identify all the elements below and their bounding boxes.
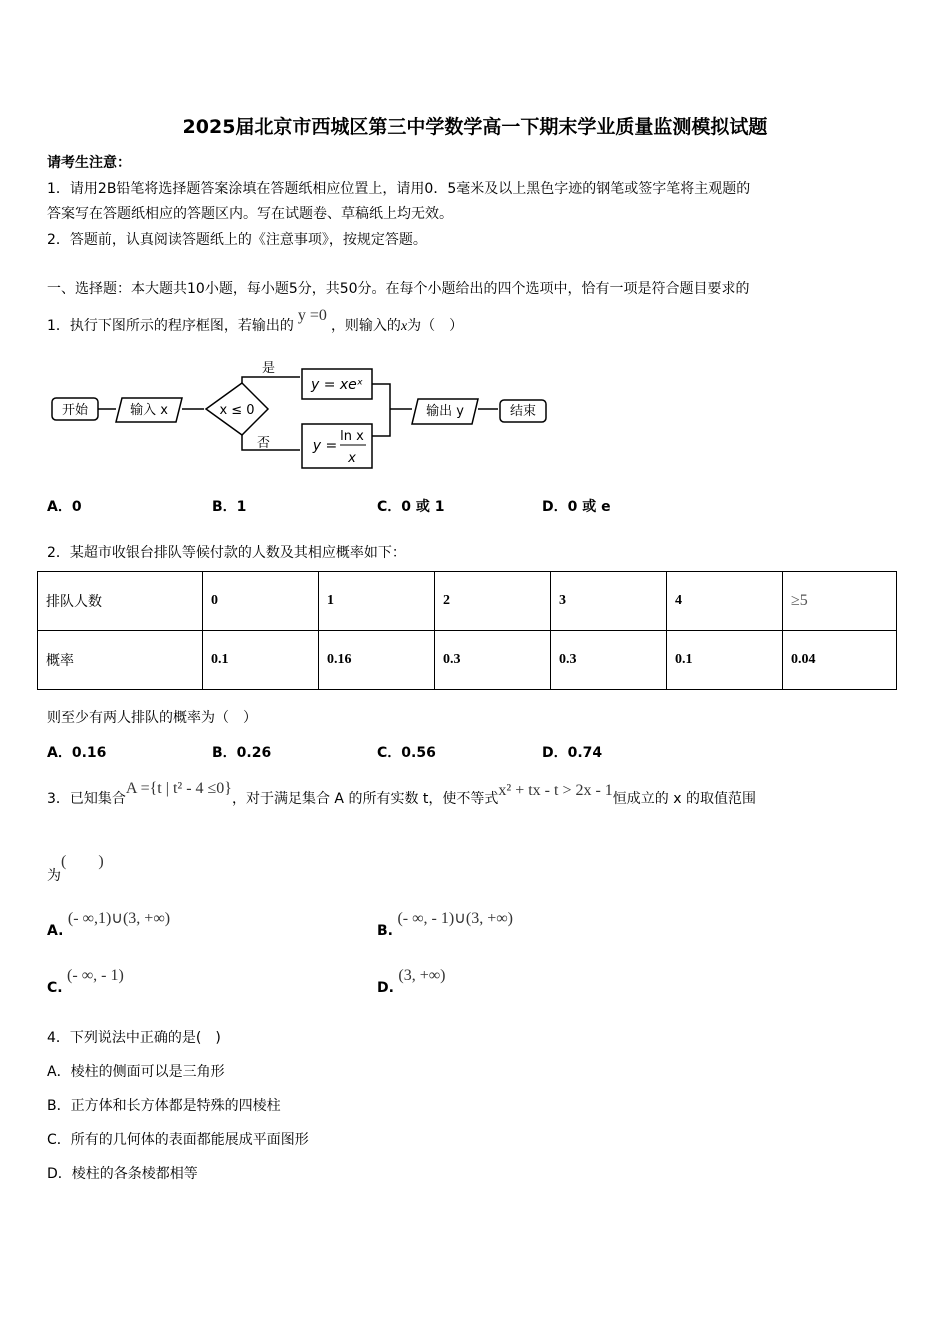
option-value: (- ∞,1)∪(3, +∞) [67,910,171,927]
q3-option-c[interactable] [47,967,124,996]
table-cell: 4 [667,572,783,631]
flow-no-formula-lhs: y = [312,438,338,454]
q1-suffix2: 为（ ） [407,318,464,334]
q3-option-d[interactable] [377,967,446,996]
question-3-stem [47,780,756,808]
q3-prefix: 3．已知集合 [47,791,126,807]
q1-option-d[interactable]: D．0 或 e [542,499,611,515]
q1-condition: y =0 [297,307,327,324]
table-cell: 3 [551,572,667,631]
q4-option-d[interactable]: D．棱柱的各条棱都相等 [47,1166,198,1182]
table-row [38,631,897,690]
q4-option-c[interactable]: C．所有的几何体的表面都能展成平面图形 [47,1132,309,1148]
q2-option-d[interactable]: D．0.74 [542,745,603,761]
table-cell: 0.1 [203,631,319,690]
flow-start: 开始 [61,403,89,418]
q3-suffix: 恒成立的 x 的取值范围 [612,791,756,807]
flow-no-formula-den: x [348,451,356,466]
notice-heading: 请考生注意： [47,155,131,171]
notice-line: 1．请用2B铅笔将选择题答案涂填在答题纸相应位置上，请用0．5毫米及以上黑色字迹的钢笔或签字笔将主观题的 [47,181,751,197]
flow-yes-label: 是 [262,361,276,376]
table-cell: 0 [203,572,319,631]
table-cell: 概率 [38,631,203,690]
notice-line: 答案写在答题纸相应的答题区内。写在试题卷、草稿纸上均无效。 [47,206,453,222]
option-value: (- ∞, - 1) [67,967,124,984]
question-4-stem: 4．下列说法中正确的是( ) [47,1030,221,1046]
option-label: A. [47,923,64,939]
notice-line: 2．答题前，认真阅读答题纸上的《注意事项》，按规定答题。 [47,232,427,248]
flow-output: 输出 y [426,404,464,419]
q3-option-a[interactable] [47,908,171,939]
option-value: (- ∞, - 1)∪(3, +∞) [397,910,513,927]
q3-mid: ，对于满足集合 A 的所有实数 t，使不等式 [231,791,499,807]
flow-end: 结束 [509,404,537,419]
table-cell: 0.3 [551,631,667,690]
flow-decision: x ≤ 0 [219,403,255,418]
q1-option-c[interactable]: C．0 或 1 [377,499,445,515]
table-cell: 0.04 [783,631,897,690]
q3-paren: ( ) [61,853,104,870]
q1-var: x [400,319,408,334]
question-1-stem [47,307,464,335]
q3-set: A ={t | t² - 4 ≤0} [125,780,232,797]
table-cell: 0.3 [435,631,551,690]
table-cell: 2 [435,572,551,631]
q1-option-a[interactable]: A．0 [47,499,82,515]
q2-option-c[interactable]: C．0.56 [377,745,436,761]
flow-yes-formula: y = xeˣ [310,377,364,393]
option-label: C. [47,980,63,996]
q3-line2 [47,853,104,885]
page-title: 2025届北京市西城区第三中学数学高一下期末学业质量监测模拟试题 [182,116,768,138]
question-2-stem: 2．某超市收银台排队等候付款的人数及其相应概率如下： [47,545,406,561]
option-value: (3, +∞) [398,967,446,984]
table-cell: 1 [319,572,435,631]
section-heading: 一、选择题：本大题共10小题，每小题5分，共50分。在每个小题给出的四个选项中，恰有一项是符合题目要求的 [47,281,750,297]
q3-option-b[interactable] [377,908,513,939]
q2-question: 则至少有两人排队的概率为（ ） [47,710,257,726]
q4-option-b[interactable]: B．正方体和长方体都是特殊的四棱柱 [47,1098,281,1114]
q2-option-a[interactable]: A．0.16 [47,745,107,761]
table-cell: 0.16 [319,631,435,690]
flow-no-formula-num: ln x [340,429,364,444]
flow-input: 输入 x [130,403,168,418]
q1-prefix: 1．执行下图所示的程序框图，若输出的 [47,318,294,334]
q2-option-b[interactable]: B．0.26 [212,745,272,761]
option-label: D. [377,980,394,996]
flow-no-label: 否 [257,436,271,451]
table-row [38,572,897,631]
table-cell: 排队人数 [38,572,203,631]
table-cell: ≥5 [783,572,897,631]
q3-line2-text: 为 [47,868,61,884]
q3-inequality: x² + tx - t > 2x - 1 [498,782,613,799]
flowchart [40,352,560,477]
probability-table [37,571,897,690]
q1-option-b[interactable]: B．1 [212,499,247,515]
option-label: B. [377,923,393,939]
q4-option-a[interactable]: A．棱柱的侧面可以是三角形 [47,1064,225,1080]
table-cell: 0.1 [667,631,783,690]
q1-suffix: ，则输入的 [330,318,401,334]
